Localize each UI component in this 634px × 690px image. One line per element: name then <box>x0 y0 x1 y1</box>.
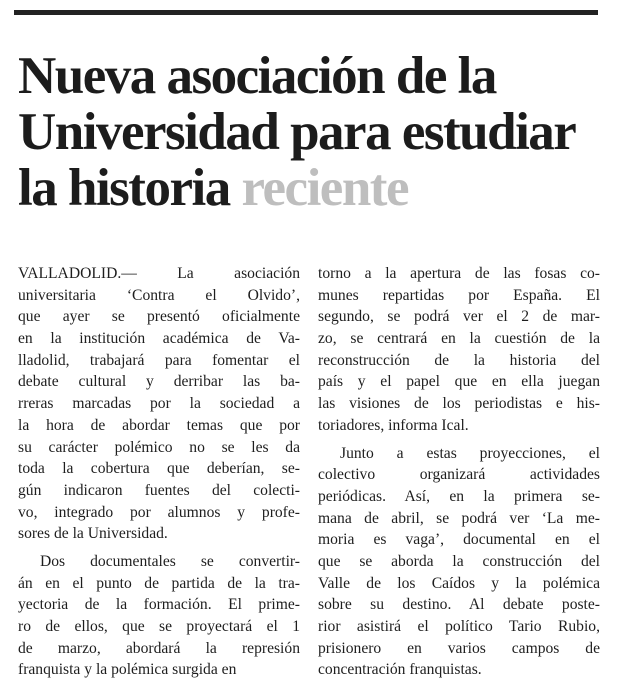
text-line: án en el punto de partida de la tra- <box>18 574 300 592</box>
text-line: segundo, se podrá ver el 2 de mar- <box>318 308 600 326</box>
headline-line-2: Universidad para estudiar <box>18 103 576 161</box>
text-line: país y el papel que en ella juegan <box>318 373 600 391</box>
paragraph <box>18 551 300 681</box>
article-column-right <box>318 263 600 681</box>
text-line: ro de ellos, que se proyectará el 1 <box>18 618 300 635</box>
text-line: Dos documentales se convertir- <box>40 552 300 570</box>
text-line: moria es vaga’, documental en el <box>318 531 600 549</box>
article-column-left <box>18 263 300 681</box>
headline-line-3-main: la historia <box>18 159 230 217</box>
text-line: las visiones de los periodistas e his- <box>318 395 600 413</box>
text-line: mana de abril, se podrá ver ‘La me- <box>318 509 600 527</box>
text-line: toda la cobertura que deberían, se- <box>18 460 300 478</box>
text-line: periódicas. Así, en la primera se- <box>318 487 600 505</box>
text-line: Junto a estas proyecciones, el <box>340 444 600 462</box>
text-line: vo, integrado por alumnos y profe- <box>18 503 300 521</box>
headline-line-1: Nueva asociación de la <box>18 47 496 105</box>
text-line: rior asistirá el político Tario Rubio, <box>318 618 600 635</box>
text-line: VALLADOLID.— La asociación <box>18 265 300 282</box>
text-line: prisionero en varios campos de <box>318 639 600 657</box>
text-line: universitaria ‘Contra el Olvido’, <box>18 286 300 304</box>
text-line: rreras marcadas por la sociedad a <box>18 395 300 413</box>
text-line: yectoria de la formación. El prime- <box>18 596 300 614</box>
text-line: en la institución académica de Va- <box>18 330 300 348</box>
text-line: la hora de abordar temas que por <box>18 416 300 434</box>
text-line: lladolid, trabajará para fomentar el <box>18 351 300 369</box>
text-line: munes repartidas por España. El <box>318 286 600 304</box>
text-line: franquista y la polémica surgida en <box>18 661 237 679</box>
text-line: sobre su destino. Al debate poste- <box>318 596 600 614</box>
text-line: reconstrucción de la historia del <box>318 351 600 369</box>
text-line: que se aborda la construcción del <box>318 552 600 570</box>
paragraph <box>318 263 600 437</box>
text-line: de marzo, abordará la represión <box>18 639 300 657</box>
text-line: gún indicaron fuentes del colecti- <box>18 481 300 499</box>
text-line: colectivo organizará actividades <box>318 466 600 484</box>
text-line: toriadores, informa Ical. <box>318 416 469 434</box>
text-line: Valle de los Caídos y la polémica <box>318 574 600 592</box>
paragraph <box>18 263 300 545</box>
text-line: su carácter polémico no se les da <box>18 438 300 456</box>
text-line: debate cultural y derribar las ba- <box>18 373 300 391</box>
top-rule <box>14 10 598 15</box>
text-line: sores de la Universidad. <box>18 525 168 543</box>
headline-line-3-faded: reciente <box>241 159 408 217</box>
headline <box>18 48 618 216</box>
text-line: zo, se centrará en la cuestión de la <box>318 330 600 348</box>
text-line: concentración franquistas. <box>318 661 482 679</box>
text-line: que ayer se presentó oficialmente <box>18 308 300 326</box>
paragraph <box>318 443 600 682</box>
headline-line-3 <box>18 160 618 216</box>
text-line: torno a la apertura de las fosas co- <box>318 265 600 282</box>
